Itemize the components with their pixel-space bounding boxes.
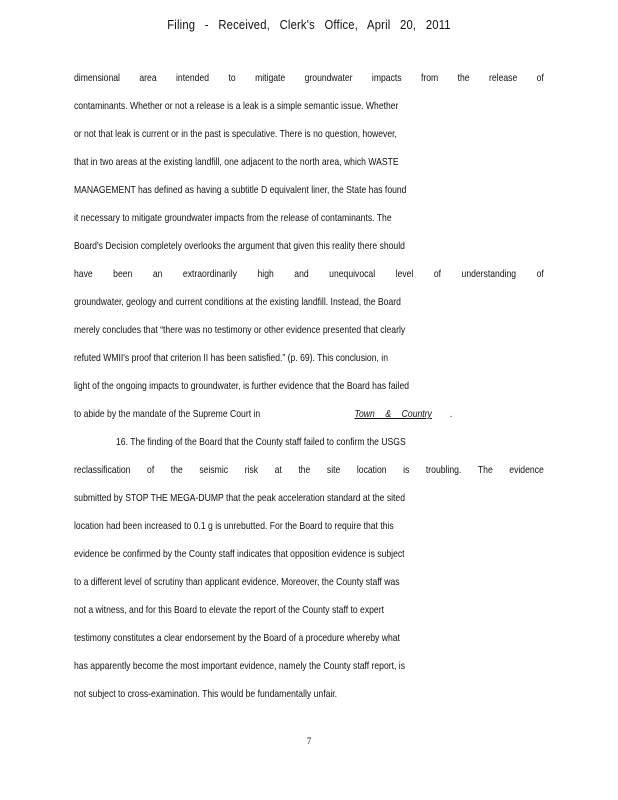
word: intended <box>176 72 210 84</box>
word: of <box>536 268 544 280</box>
word: from <box>420 72 439 84</box>
word: is <box>403 464 410 476</box>
word: groundwater <box>304 72 353 84</box>
body-line-text: to abide by the mandate of the Supreme Court in <box>74 408 261 420</box>
body-line: or not that leak is current or in the past is speculative. There is no question, however, <box>74 128 397 140</box>
word: unequivocal <box>329 268 376 280</box>
word: dimensional <box>74 72 120 84</box>
word: understanding <box>461 268 517 280</box>
word: seismic <box>199 464 229 476</box>
word: the <box>170 464 183 476</box>
paragraph-16-start: 16. The finding of the Board that the County staff failed to confirm the USGS <box>116 436 406 448</box>
word: been <box>113 268 133 280</box>
body-line <box>74 406 452 422</box>
case-name: Town & Country <box>354 408 432 420</box>
word: reclassification <box>74 464 131 476</box>
body-line: testimony constitutes a clear endorsement by the Board of a procedure whereby what <box>74 632 400 644</box>
body-line: not a witness, and for this Board to elevate the report of the County staff to expert <box>74 604 384 616</box>
page-number: 7 <box>306 736 312 746</box>
body-line: merely concludes that “there was no testimony or other evidence presented that clearly <box>74 324 406 336</box>
body-line: it necessary to mitigate groundwater impacts from the release of contaminants. The <box>74 212 392 224</box>
body-line: submitted by STOP THE MEGA-DUMP that the peak acceleration standard at the sited <box>74 492 406 504</box>
word: at <box>274 464 282 476</box>
word: an <box>152 268 163 280</box>
word: site <box>326 464 341 476</box>
sentence-period: . <box>449 408 453 420</box>
word: have <box>74 268 93 280</box>
word: mitigate <box>255 72 286 84</box>
body-line: MANAGEMENT has defined as having a subtitle D equivalent liner, the State has found <box>74 184 407 196</box>
body-line: location had been increased to 0.1 g is unrebutted. For the Board to require that this <box>74 520 394 532</box>
body-line: to a different level of scrutiny than applicant evidence. Moreover, the County staff was <box>74 576 400 588</box>
word: of <box>147 464 155 476</box>
word: and <box>294 268 309 280</box>
word: The <box>477 464 493 476</box>
word: extraordinarily <box>182 268 238 280</box>
body-line: light of the ongoing impacts to groundwater, is further evidence that the Board has failed <box>74 380 410 392</box>
body-line <box>74 70 544 86</box>
body-line: evidence be confirmed by the County staff indicates that opposition evidence is subject <box>74 548 405 560</box>
body-line: Board's Decision completely overlooks the argument that given this reality there should <box>74 240 405 252</box>
word: high <box>257 268 274 280</box>
body-line <box>74 266 544 282</box>
word: the <box>457 72 470 84</box>
word: risk <box>244 464 259 476</box>
body-line: refuted WMII's proof that criterion II has been satisfied.” (p. 69). This conclusion, in <box>74 352 388 364</box>
filing-header: Filing - Received, Clerk's Office, April 20, 2011 <box>167 18 451 32</box>
word: of <box>433 268 442 280</box>
word: impacts <box>371 72 402 84</box>
body-line: groundwater, geology and current conditions at the existing landfill. Instead, the Board <box>74 296 401 308</box>
word: troubling. <box>425 464 462 476</box>
word: evidence <box>509 464 544 476</box>
word: of <box>536 72 544 84</box>
word: the <box>298 464 311 476</box>
body-line: has apparently become the most important evidence, namely the County staff report, is <box>74 660 406 672</box>
body-line: contaminants. Whether or not a release is a leak is a simple semantic issue. Whether <box>74 100 399 112</box>
word: release <box>489 72 518 84</box>
word: area <box>139 72 157 84</box>
word: to <box>228 72 236 84</box>
body-line: not subject to cross-examination. This would be fundamentally unfair. <box>74 688 338 700</box>
body-line: that in two areas at the existing landfill, one adjacent to the north area, which WASTE <box>74 156 399 168</box>
body-line <box>74 462 544 478</box>
word: level <box>395 268 414 280</box>
word: location <box>356 464 387 476</box>
